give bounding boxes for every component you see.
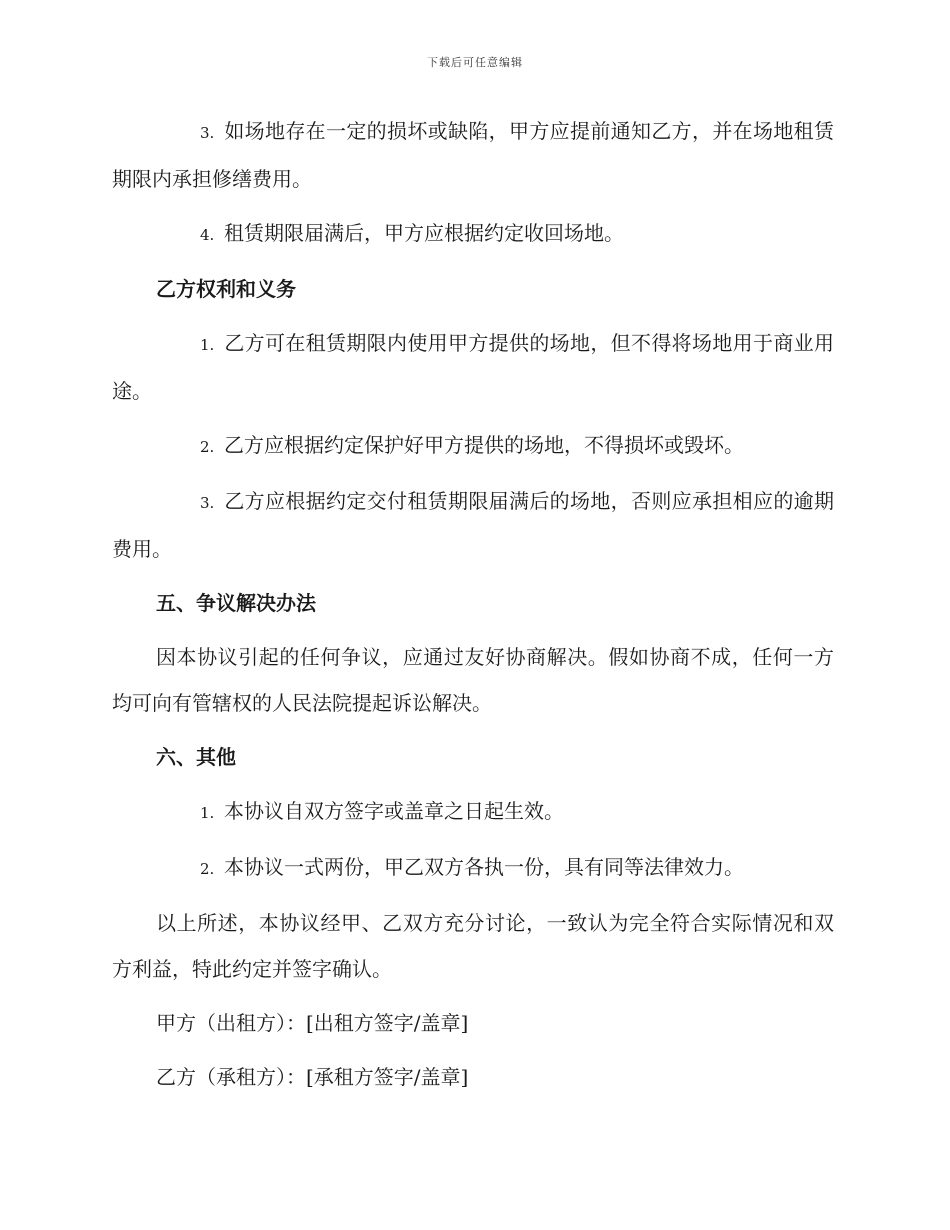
paragraph-conclusion: 以上所述，本协议经甲、乙双方充分讨论，一致认为完全符合实际情况和双方利益，特此约定并签字确认。: [112, 911, 834, 981]
clause-number: 3.: [200, 124, 215, 142]
clause-text: 乙方应根据约定交付租赁期限届满后的场地，否则应承担相应的逾期费用。: [112, 489, 834, 561]
clause-landlord-3: [112, 108, 834, 202]
clause-tenant-2: [112, 422, 834, 470]
section-heading-other: 六、其他: [156, 745, 236, 769]
page-header: 下载后可任意编辑: [427, 56, 523, 69]
clause-other-1: [112, 788, 834, 836]
clause-text: 租赁期限届满后，甲方应根据约定收回场地。: [224, 221, 624, 245]
paragraph-dispute: 因本协议引起的任何争议，应通过友好协商解决。假如协商不成，任何一方均可向有管辖权的人民法院提起诉讼解决。: [112, 645, 834, 715]
document-body: [112, 108, 834, 1108]
clause-text: 如场地存在一定的损坏或缺陷，甲方应提前通知乙方，并在场地租赁期限内承担修缮费用。: [112, 119, 834, 191]
clause-number: 1.: [200, 336, 215, 354]
signature-tenant: 乙方（承租方）：[承租方签字/盖章]: [156, 1065, 469, 1089]
clause-text: 本协议自双方签字或盖章之日起生效。: [224, 799, 564, 823]
clause-number: 4.: [200, 226, 215, 244]
clause-number: 3.: [200, 494, 215, 512]
clause-tenant-3: [112, 478, 834, 572]
clause-number: 2.: [200, 438, 215, 456]
section-heading-dispute: 五、争议解决办法: [156, 591, 316, 615]
clause-number: 2.: [200, 860, 215, 878]
clause-number: 1.: [200, 804, 215, 822]
clause-text: 本协议一式两份，甲乙双方各执一份，具有同等法律效力。: [224, 855, 744, 879]
clause-landlord-4: [112, 210, 834, 258]
section-heading-tenant-rights: 乙方权利和义务: [156, 277, 296, 301]
clause-text: 乙方可在租赁期限内使用甲方提供的场地，但不得将场地用于商业用途。: [112, 331, 834, 403]
signature-landlord: 甲方（出租方）：[出租方签字/盖章]: [156, 1011, 469, 1035]
clause-tenant-1: [112, 320, 834, 414]
clause-other-2: [112, 844, 834, 892]
clause-text: 乙方应根据约定保护好甲方提供的场地，不得损坏或毁坏。: [224, 433, 744, 457]
